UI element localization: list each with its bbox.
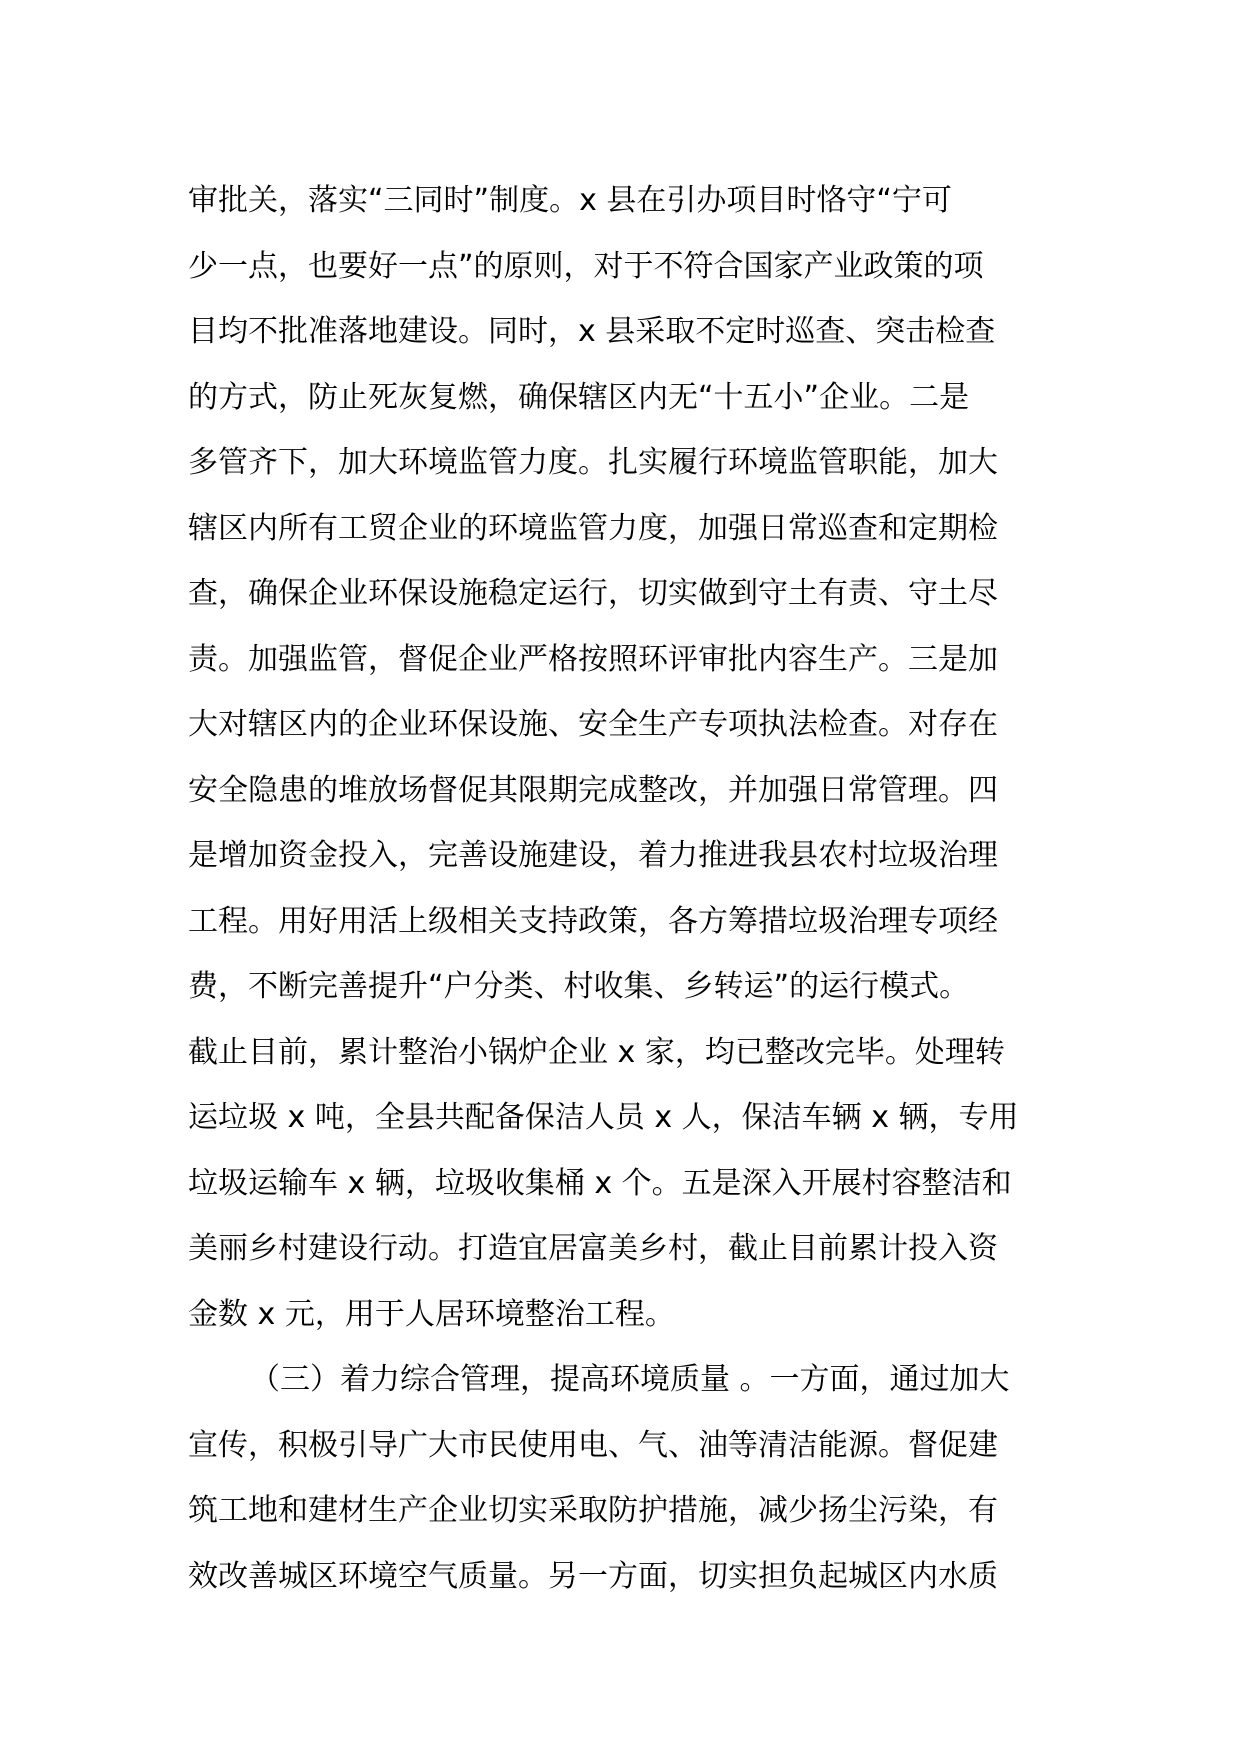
text-line: 金数 x 元，用于人居环境整治工程。: [188, 1296, 675, 1332]
text-line: 垃圾运输车 x 辆，垃圾收集桶 x 个。五是深入开展村容整洁和: [188, 1165, 1012, 1201]
text-line: 费，不断完善提升“户分类、村收集、乡转运”的运行模式。: [188, 969, 970, 1004]
text-line: 责。加强监管，督促企业严格按照环评审批内容生产。三是加: [188, 641, 998, 677]
text-line: 审批关，落实“三同时”制度。x 县在引办项目时恪守“宁可: [188, 183, 952, 218]
section-heading-line: （三）着力综合管理，提高环境质量 。一方面，通过加大: [250, 1362, 1010, 1397]
text-line: 截止目前，累计整治小锅炉企业 x 家，均已整改完毕。处理转: [188, 1034, 1005, 1070]
text-line: 大对辖区内的企业环保设施、安全生产专项执法检查。对存在: [188, 707, 998, 742]
text-line: 是增加资金投入，完善设施建设，着力推进我县农村垃圾治理: [188, 838, 998, 873]
text-line: 美丽乡村建设行动。打造宜居富美乡村，截止目前累计投入资: [188, 1231, 998, 1266]
body-text: [188, 168, 1068, 1609]
text-line: 多管齐下，加大环境监管力度。扎实履行环境监管职能，加大: [188, 445, 998, 480]
text-line: 目均不批准落地建设。同时，x 县采取不定时巡查、突击检查: [188, 314, 996, 349]
text-line: 查，确保企业环保设施稳定运行，切实做到守土有责、守土尽: [188, 576, 998, 611]
text-line: 工程。用好用活上级相关支持政策，各方筹措垃圾治理专项经: [188, 903, 998, 939]
text-line: 效改善城区环境空气质量。另一方面，切实担负起城区内水质: [188, 1558, 998, 1594]
text-line: 的方式，防止死灰复燃，确保辖区内无“十五小”企业。二是: [188, 379, 970, 415]
text-line: 运垃圾 x 吨，全县共配备保洁人员 x 人，保洁车辆 x 辆，专用: [188, 1100, 1019, 1135]
text-line: 安全隐患的堆放场督促其限期完成整改，并加强日常管理。四: [188, 772, 998, 808]
text-line: 筑工地和建材生产企业切实采取防护措施，减少扬尘污染，有: [188, 1493, 998, 1528]
text-line: 少一点，也要好一点”的原则，对于不符合国家产业政策的项: [188, 248, 984, 284]
text-line: 辖区内所有工贸企业的环境监管力度，加强日常巡查和定期检: [188, 510, 998, 546]
text-line: 宣传，积极引导广大市民使用电、气、油等清洁能源。督促建: [188, 1427, 998, 1463]
